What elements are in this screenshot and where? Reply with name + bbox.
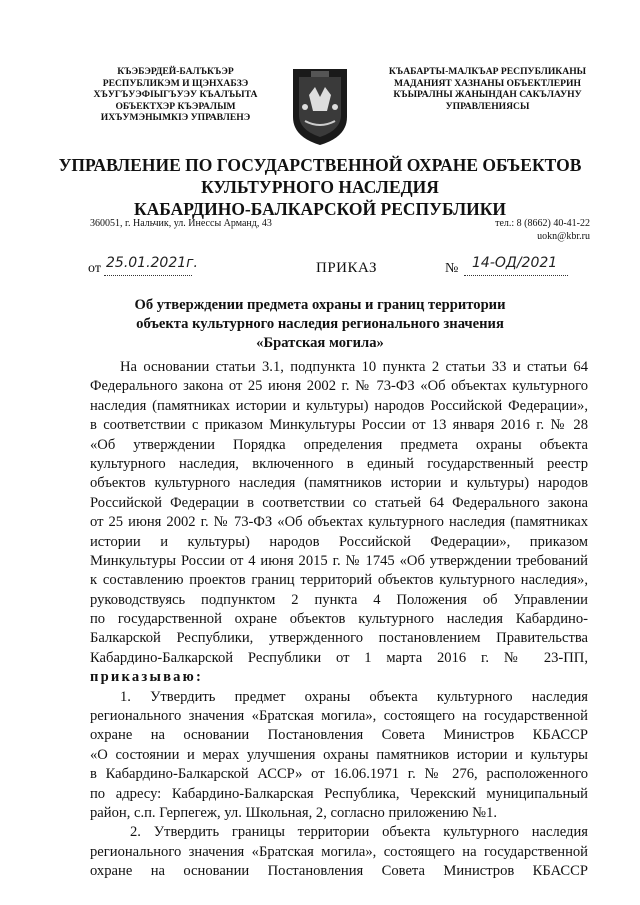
item1-line: регионального значения «Братская могила», состоящего на государственной — [90, 708, 588, 725]
order-body — [90, 358, 588, 882]
item2-line: 2. Утвердить границы территории объекта культурного наследия — [130, 824, 588, 841]
order-word-line — [90, 668, 588, 687]
header-left-line: ИХЪУМЭНЫМКIЭ УПРАВЛЕНЭ — [100, 112, 251, 123]
body-line: Российской Федерации в соответствии со статьей 64 Федерального закона — [90, 494, 588, 511]
header-left-line: КЪЭБЭРДЕЙ-БАЛЪКЪЭР — [117, 66, 234, 77]
date-field — [104, 255, 198, 276]
order-label: ПРИКАЗ — [316, 260, 377, 276]
body-line: Минкультуры России от 4 июня 2015 г. № 1745 «Об утверждении требований — [90, 552, 588, 569]
body-line: от 25 июня 2002 г. № 73-ФЗ «Об объектах культурного наследия (памятниках — [90, 514, 588, 531]
body-line: истории и культуры) народов Российской Федерации», приказом — [90, 533, 588, 550]
body-line: Федерального закона от 25 июня 2002 г. № 73-ФЗ «Об объектах культурного — [90, 378, 588, 395]
item1-line: охране на основании Постановления Совета Министров КБАССР — [90, 727, 588, 744]
organization-title — [0, 154, 640, 220]
subject-line: «Братская могила» — [256, 335, 384, 351]
body-line: руководствуясь подпунктом 2 пункта 4 Положения об Управлении — [90, 591, 588, 608]
header-right-line: МАДАНИЯТ ХАЗНАНЫ ОБЪЕКТЛЕРИН — [394, 77, 581, 89]
body-line: «Об утверждении Порядка определения предмета охраны объекта — [90, 436, 588, 453]
number-field — [464, 255, 568, 276]
phone-text: тел.: 8 (8662) 40-41-22 — [495, 218, 590, 229]
body-line: культурного наследия, включенного в единый государственный реестр — [90, 455, 588, 472]
header-right-line: УПРАВЛЕНИЯСЫ — [445, 100, 530, 112]
number-sign: № — [445, 261, 459, 276]
header-left-line: ХЪУГЪУЭФIЫГЪУЭУ КЪАЛЪЫТА — [93, 89, 258, 100]
email-text: uokn@kbr.ru — [537, 230, 590, 242]
body-line: к составлению проектов границ территорий объектов культурного наследия», — [90, 572, 588, 589]
header-right-block — [380, 66, 595, 112]
coat-of-arms-emblem-icon — [291, 67, 349, 147]
org-title-line: УПРАВЛЕНИЕ ПО ГОСУДАРСТВЕННОЙ ОХРАНЕ ОБЪЕКТОВ — [58, 155, 582, 175]
body-line: объектов культурного наследия (памятников истории и культуры) народов — [90, 475, 588, 492]
header-left-line: ОБЪЕКТХЭР КЪЭРАЛЫМ — [115, 100, 236, 112]
org-title-line: КУЛЬТУРНОГО НАСЛЕДИЯ — [201, 177, 439, 197]
order-subject — [0, 296, 640, 353]
body-line: На основании статьи 3.1, подпункта 10 пункта 2 статьи 33 и статьи 64 — [120, 359, 588, 375]
subject-line: Об утверждении предмета охраны и границ территории — [134, 297, 506, 313]
org-title-line: КАБАРДИНО-БАЛКАРСКОЙ РЕСПУБЛИКИ — [133, 199, 507, 219]
body-line: наследия (памятниках истории и культуры) народов Российской Федерации», — [90, 397, 588, 414]
organization-address: 360051, г. Нальчик, ул. Инессы Арманд, 43 — [90, 218, 272, 229]
date-prefix: от — [88, 261, 101, 276]
item1-line: «О состоянии и мерах улучшения охраны памятников истории и культуры — [90, 746, 588, 763]
item1-line: по адресу: Кабардино-Балкарская Республика, Черекский муниципальный — [90, 785, 588, 802]
item1-line: в Кабардино-Балкарской АССР» от 16.06.1971 г. № 276, расположенного — [90, 766, 588, 783]
organization-contacts — [460, 218, 590, 243]
body-line: по государственной охране объектов культурного наследия Кабардино- — [90, 611, 588, 628]
subject-line: объекта культурного наследия регионального значения — [136, 316, 504, 332]
order-dateline — [88, 253, 586, 281]
body-line: в соответствии с приказом Минкультуры России от 13 января 2016 г. № 28 — [90, 417, 588, 434]
item1-line: район, с.п. Герпегеж, ул. Школьная, 2, согласно приложению №1. — [90, 804, 498, 821]
header-left-block — [68, 66, 283, 124]
order-word: приказываю: — [90, 669, 204, 686]
body-line: Балкарской Республики, утвержденного постановлением Правительства — [90, 630, 588, 647]
header-right-line: КЪАБАРТЫ-МАЛКЪАР РЕСПУБЛИКАНЫ — [388, 66, 587, 77]
header-right-line: КЪЫРАЛНЫ ЖАНЫНДАН САКЪЛАУНУ — [393, 89, 582, 100]
item2-line: охране на основании Постановления Совета Министров КБАССР — [90, 863, 588, 880]
header-left-line: РЕСПУБЛИКЭМ И ЩЭНХАБЗЭ — [102, 77, 249, 89]
body-line: Кабардино-Балкарской Республики от 1 марта 2016 г. № 23-ПП, — [90, 649, 588, 666]
order-date: 25.01.2021г. — [106, 255, 198, 271]
item2-line: регионального значения «Братская могила», состоящего на государственной — [90, 843, 588, 860]
item1-line: 1. Утвердить предмет охраны объекта культурного наследия — [120, 688, 588, 705]
order-number: 14-ОД/2021 — [472, 255, 558, 271]
